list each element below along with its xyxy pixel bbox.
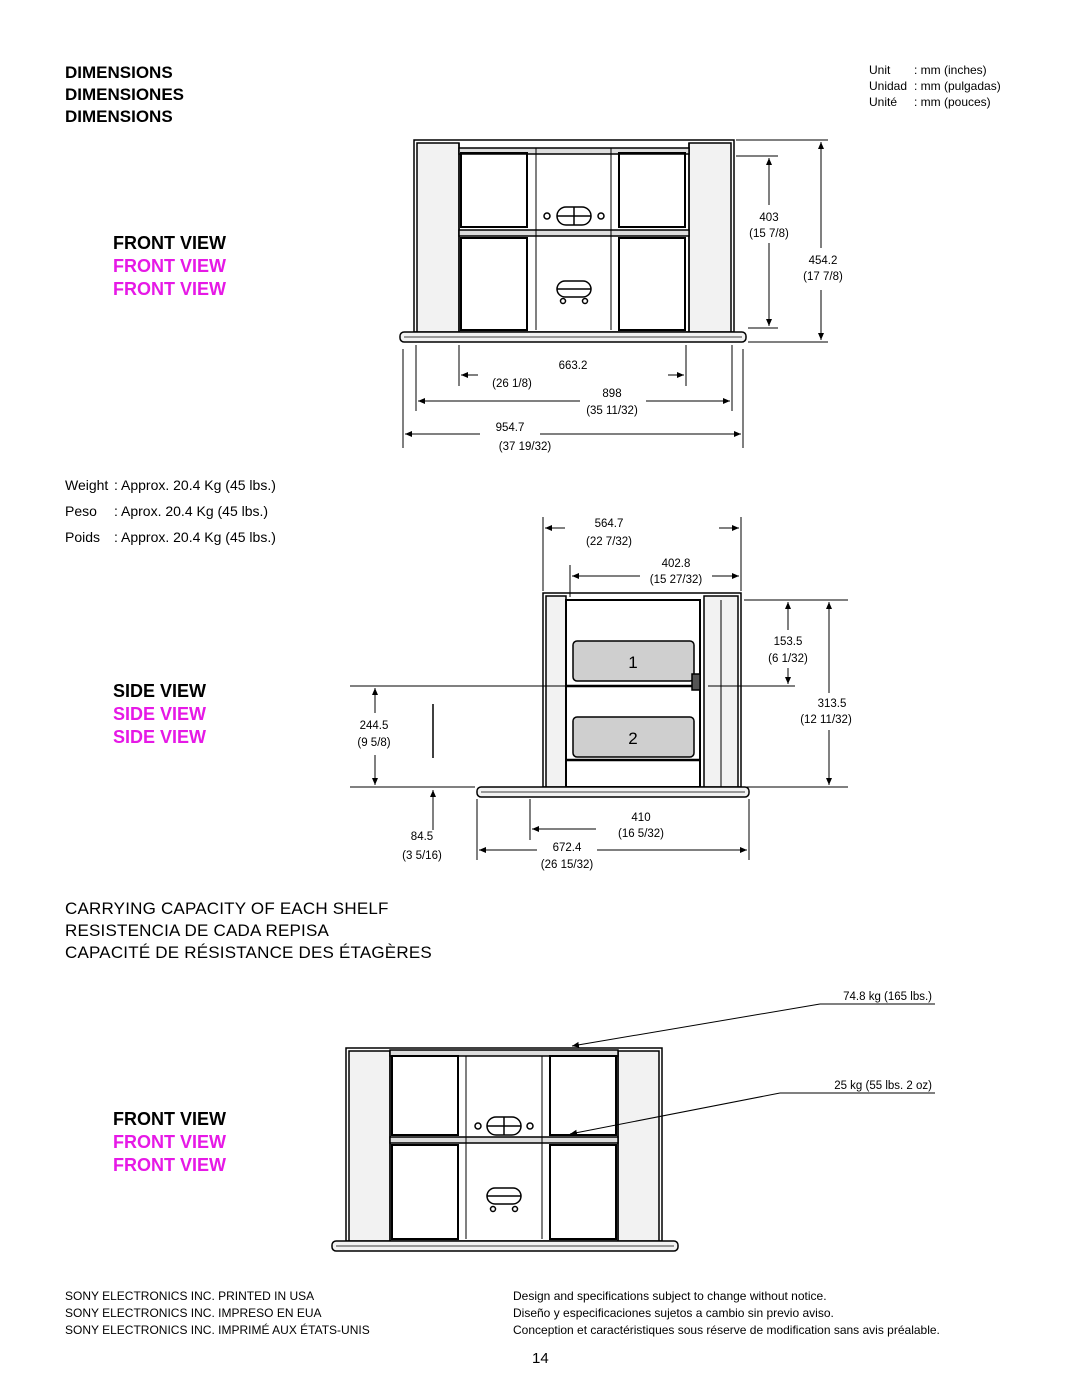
side-dimension-labels <box>357 518 852 871</box>
dim-label: (9 5/8) <box>357 737 391 749</box>
dim-label: (15 7/8) <box>749 228 789 240</box>
capacity-heading-en: CARRYING CAPACITY OF EACH SHELF <box>65 899 389 918</box>
footer-right-line: Design and specifications subject to change without notice. <box>513 1289 827 1303</box>
dim-label: 454.2 <box>808 255 838 267</box>
dimensions-heading-es: DIMENSIONES <box>65 85 185 104</box>
dim-label: (16 5/32) <box>617 828 665 840</box>
units-value: : mm (inches) <box>914 63 987 77</box>
footer-right-line: Diseño y especificaciones sujetos a cambio sin previo aviso. <box>513 1306 834 1320</box>
front-view-es: FRONT VIEW <box>113 256 226 276</box>
dim-label: 898 <box>602 388 622 400</box>
units-value: : mm (pouces) <box>914 95 991 109</box>
dim-label: 313.5 <box>817 698 847 710</box>
top-load-label: 74.8 kg (165 lbs.) <box>843 991 932 1003</box>
weight-value: : Approx. 20.4 Kg (45 lbs.) <box>114 529 276 545</box>
weight-value: : Aprox. 20.4 Kg (45 lbs.) <box>114 503 269 519</box>
dim-label: (37 19/32) <box>498 441 552 453</box>
side-view-en: SIDE VIEW <box>113 681 207 701</box>
dim-label: 402.8 <box>661 558 691 570</box>
dim-label: (12 11/32) <box>800 714 852 726</box>
front-dimension-lines <box>403 140 828 448</box>
dim-label: 244.5 <box>359 720 389 732</box>
dim-label: (3 5/16) <box>402 850 442 862</box>
units-label: Unidad <box>869 79 908 93</box>
dim-label: (26 1/8) <box>492 378 532 390</box>
capacity-heading-es: RESISTENCIA DE CADA REPISA <box>65 921 330 940</box>
dim-label: 84.5 <box>410 831 434 843</box>
side-view-es: SIDE VIEW <box>113 704 207 724</box>
dim-label: 672.4 <box>552 842 582 854</box>
dim-label: (22 7/32) <box>585 536 633 548</box>
dim-label: 410 <box>631 812 651 824</box>
dim-label: 663.2 <box>558 360 588 372</box>
weight-label: Poids <box>65 529 101 545</box>
dim-label: (26 15/32) <box>540 859 594 871</box>
weight-label: Weight <box>65 477 109 493</box>
footer-left-line: SONY ELECTRONICS INC. IMPRESO EN EUA <box>65 1306 322 1320</box>
units-label: Unit <box>869 63 891 77</box>
side-view-drawing <box>477 593 749 797</box>
front-view-fr: FRONT VIEW <box>113 279 226 299</box>
units-label: Unité <box>869 95 898 109</box>
capacity-front-view-drawing <box>332 1048 678 1251</box>
dim-label: (35 11/32) <box>586 405 638 417</box>
footer-right <box>513 1288 940 1339</box>
front-view-es: FRONT VIEW <box>113 1132 226 1152</box>
dim-label: 564.7 <box>594 518 624 530</box>
footer-left-line: SONY ELECTRONICS INC. IMPRIMÉ AUX ÉTATS-UNIS <box>65 1323 370 1337</box>
front-view-drawing <box>400 140 746 342</box>
dim-label: (17 7/8) <box>803 271 843 283</box>
footer-left <box>65 1288 370 1339</box>
front-view-en: FRONT VIEW <box>113 233 226 253</box>
footer-left-line: SONY ELECTRONICS INC. PRINTED IN USA <box>65 1289 315 1303</box>
page-number: 14 <box>532 1350 549 1367</box>
front-view-en: FRONT VIEW <box>113 1109 226 1129</box>
footer-right-line: Conception et caractéristiques sous réserve de modification sans avis préalable. <box>513 1323 940 1337</box>
side-dimension-lines <box>350 517 848 860</box>
weight-value: : Approx. 20.4 Kg (45 lbs.) <box>114 477 276 493</box>
units-value: : mm (pulgadas) <box>914 79 1001 93</box>
shelf-number-2: 2 <box>628 729 638 748</box>
dim-label: 403 <box>759 212 779 224</box>
dim-label: (6 1/32) <box>768 653 808 665</box>
dim-label: (15 27/32) <box>649 574 703 586</box>
weight-label: Peso <box>65 503 97 519</box>
capacity-heading-fr: CAPACITÉ DE RÉSISTANCE DES ÉTAGÈRES <box>65 943 432 962</box>
side-view-fr: SIDE VIEW <box>113 727 207 747</box>
dimensions-heading-fr: DIMENSIONS <box>65 107 173 126</box>
dimensions-heading-en: DIMENSIONS <box>65 63 173 82</box>
front-view-fr: FRONT VIEW <box>113 1155 226 1175</box>
dim-label: 954.7 <box>495 422 525 434</box>
dim-label: 153.5 <box>773 636 803 648</box>
shelf-load-label: 25 kg (55 lbs. 2 oz) <box>834 1080 932 1092</box>
shelf-number-1: 1 <box>628 653 638 672</box>
